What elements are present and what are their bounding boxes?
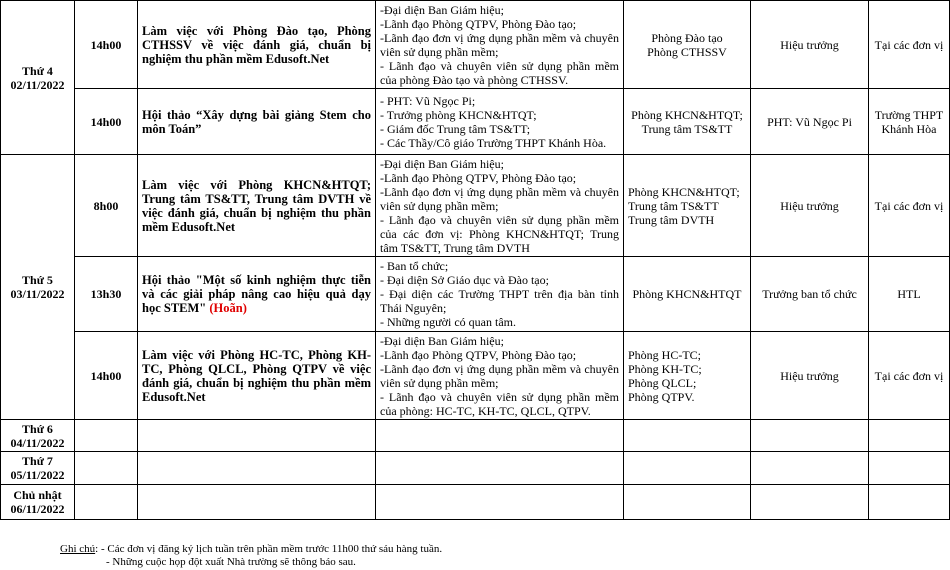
table-row xyxy=(1,485,950,520)
content-cell: Làm việc với Phòng KHCN&HTQT; Trung tâm TS&TT, Trung tâm DVTH về việc đánh giá, chuẩn bị nghiệm thu phần mềm Edusoft.Net xyxy=(138,155,376,257)
participant: -Lãnh đạo Phòng QTPV, Phòng Đào tạo; xyxy=(380,347,577,362)
day-name: Thứ 7 xyxy=(22,454,53,468)
table-row xyxy=(1,332,950,420)
prep-unit: Phòng QLCL; xyxy=(628,375,697,390)
participant: -Lãnh đạo Phòng QTPV, Phòng Đào tạo; xyxy=(380,170,577,185)
content-cell: Làm việc với Phòng Đào tạo, Phòng CTHSSV về việc đánh giá, chuẩn bị nghiệm thu phần mềm Edusoft.Net xyxy=(138,1,376,89)
prep-unit: Trung tâm TS&TT xyxy=(641,121,733,136)
participant: - Lãnh đạo và chuyên viên sử dụng phần mềm của các đơn vị: Phòng KHCN&HTQT; Trung tâm TS&TT, Trung tâm DVTH xyxy=(380,212,619,255)
prep-cell xyxy=(624,257,751,332)
chair-cell xyxy=(751,485,869,520)
footnote-line: - Những cuộc họp đột xuất Nhà trường sẽ thông báo sau. xyxy=(106,556,356,568)
prep-unit: Phòng KHCN&HTQT xyxy=(632,287,742,301)
chair-cell: Hiệu trưởng xyxy=(751,1,869,89)
place-cell: Tại các đơn vị xyxy=(869,155,950,257)
participants-cell xyxy=(376,452,624,485)
footnote-line: - Các đơn vị đăng ký lịch tuần trên phần mềm trước 11h00 thứ sáu hàng tuần. xyxy=(100,543,443,555)
participant: - Lãnh đạo và chuyên viên sử dụng phần mềm của phòng: HC-TC, KH-TC, QLCL, QTPV. xyxy=(380,389,619,418)
participant: -Lãnh đạo đơn vị ứng dụng phần mềm và chuyên viên sử dụng phần mềm; xyxy=(380,30,619,59)
time-cell xyxy=(75,420,138,452)
participant: - Ban tổ chức; xyxy=(380,259,449,273)
prep-cell xyxy=(624,1,751,89)
time-cell: 14h00 xyxy=(75,89,138,155)
day-date: 03/11/2022 xyxy=(10,287,65,301)
chair-cell xyxy=(751,420,869,452)
day-date: 04/11/2022 xyxy=(10,435,65,450)
participant: - Lãnh đạo và chuyên viên sử dụng phần mềm của phòng Đào tạo và phòng CTHSSV. xyxy=(380,58,619,87)
participant: - Giám đốc Trung tâm TS&TT; xyxy=(380,121,531,136)
prep-cell xyxy=(624,420,751,452)
day-date: 05/11/2022 xyxy=(10,468,65,482)
content-text: Hội thảo "Một số kinh nghiệm thực tiễn và các giải pháp nâng cao hiệu quả dạy học STEM" xyxy=(142,273,371,315)
participant: - Các Thầy/Cô giáo Trường THPT Khánh Hòa. xyxy=(380,135,607,150)
prep-unit: Phòng QTPV. xyxy=(628,389,695,404)
footnote-label: Ghi chú xyxy=(60,543,96,555)
day-cell xyxy=(1,1,75,155)
participant: - Trưởng phòng KHCN&HTQT; xyxy=(380,107,537,122)
participant: -Lãnh đạo Phòng QTPV, Phòng Đào tạo; xyxy=(380,16,577,31)
day-name: Chủ nhật xyxy=(13,488,62,502)
prep-cell xyxy=(624,332,751,420)
prep-cell xyxy=(624,485,751,520)
day-name: Thứ 5 xyxy=(22,273,53,287)
day-name: Thứ 4 xyxy=(22,63,53,78)
participants-cell xyxy=(376,89,624,155)
participants-cell xyxy=(376,155,624,257)
place-cell xyxy=(869,420,950,452)
place-cell: HTL xyxy=(869,257,950,332)
prep-unit: Trung tâm DVTH xyxy=(628,212,715,227)
place-cell: Trường THPT Khánh Hòa xyxy=(869,89,950,155)
day-date: 06/11/2022 xyxy=(10,502,65,516)
prep-unit: Phòng Đào tạo xyxy=(651,30,723,45)
day-cell xyxy=(1,452,75,485)
day-cell xyxy=(1,485,75,520)
table-row xyxy=(1,452,950,485)
place-cell xyxy=(869,485,950,520)
participant: -Đại diện Ban Giám hiệu; xyxy=(380,333,504,348)
day-cell xyxy=(1,155,75,420)
prep-unit: Phòng KHCN&HTQT; xyxy=(631,107,743,122)
chair-cell: Trưởng ban tổ chức xyxy=(751,257,869,332)
table-row xyxy=(1,155,950,257)
content-cell: Làm việc với Phòng HC-TC, Phòng KH-TC, Phòng QLCL, Phòng QTPV về việc đánh giá, chuẩn bị nghiệm thu phần mềm Edusoft.Net xyxy=(138,332,376,420)
content-cell xyxy=(138,485,376,520)
day-name: Thứ 6 xyxy=(22,421,53,436)
participants-cell xyxy=(376,332,624,420)
table-row xyxy=(1,89,950,155)
time-cell: 14h00 xyxy=(75,1,138,89)
participant: - PHT: Vũ Ngọc Pi; xyxy=(380,93,476,108)
footnote: Ghi chú: - Các đơn vị đăng ký lịch tuần trên phần mềm trước 11h00 thứ sáu hàng tuần. - Những cuộc họp đột xuất Nhà trường sẽ thông báo sau. xyxy=(60,543,443,568)
participants-cell xyxy=(376,420,624,452)
prep-unit: Trung tâm TS&TT xyxy=(628,198,719,213)
content-cell xyxy=(138,452,376,485)
place-cell: Tại các đơn vị xyxy=(869,1,950,89)
content-cell xyxy=(138,420,376,452)
prep-unit: Phòng CTHSSV xyxy=(647,44,727,59)
table-row xyxy=(1,420,950,452)
participant: -Lãnh đạo đơn vị ứng dụng phần mềm và chuyên viên sử dụng phần mềm; xyxy=(380,361,619,390)
time-cell xyxy=(75,485,138,520)
table-row xyxy=(1,1,950,89)
participant: - Đại diện các Trường THPT trên địa bàn tỉnh Thái Nguyên; xyxy=(380,287,619,315)
participant: -Đại diện Ban Giám hiệu; xyxy=(380,156,504,171)
prep-cell xyxy=(624,452,751,485)
day-cell xyxy=(1,420,75,452)
chair-cell: Hiệu trưởng xyxy=(751,155,869,257)
participant: - Những người có quan tâm. xyxy=(380,315,516,329)
content-cell xyxy=(138,257,376,332)
chair-cell: Hiệu trưởng xyxy=(751,332,869,420)
prep-cell xyxy=(624,89,751,155)
day-date: 02/11/2022 xyxy=(10,77,65,92)
chair-cell xyxy=(751,452,869,485)
chair-cell: PHT: Vũ Ngọc Pi xyxy=(751,89,869,155)
prep-cell xyxy=(624,155,751,257)
place-cell xyxy=(869,452,950,485)
participants-cell xyxy=(376,257,624,332)
participant: - Đại diện Sở Giáo dục và Đào tạo; xyxy=(380,273,549,287)
participant: -Lãnh đạo đơn vị ứng dụng phần mềm và chuyên viên sử dụng phần mềm; xyxy=(380,184,619,213)
place-cell: Tại các đơn vị xyxy=(869,332,950,420)
participant: -Đại diện Ban Giám hiệu; xyxy=(380,2,504,17)
time-cell: 8h00 xyxy=(75,155,138,257)
prep-unit: Phòng HC-TC; xyxy=(628,347,702,362)
time-cell: 14h00 xyxy=(75,332,138,420)
participants-cell xyxy=(376,1,624,89)
prep-unit: Phòng KH-TC; xyxy=(628,361,702,376)
time-cell: 13h30 xyxy=(75,257,138,332)
content-cell: Hội thảo “Xây dựng bài giảng Stem cho môn Toán” xyxy=(138,89,376,155)
participants-cell xyxy=(376,485,624,520)
time-cell xyxy=(75,452,138,485)
postponed-badge: (Hoãn) xyxy=(209,301,247,315)
prep-unit: Phòng KHCN&HTQT; xyxy=(628,184,740,199)
table-row xyxy=(1,257,950,332)
